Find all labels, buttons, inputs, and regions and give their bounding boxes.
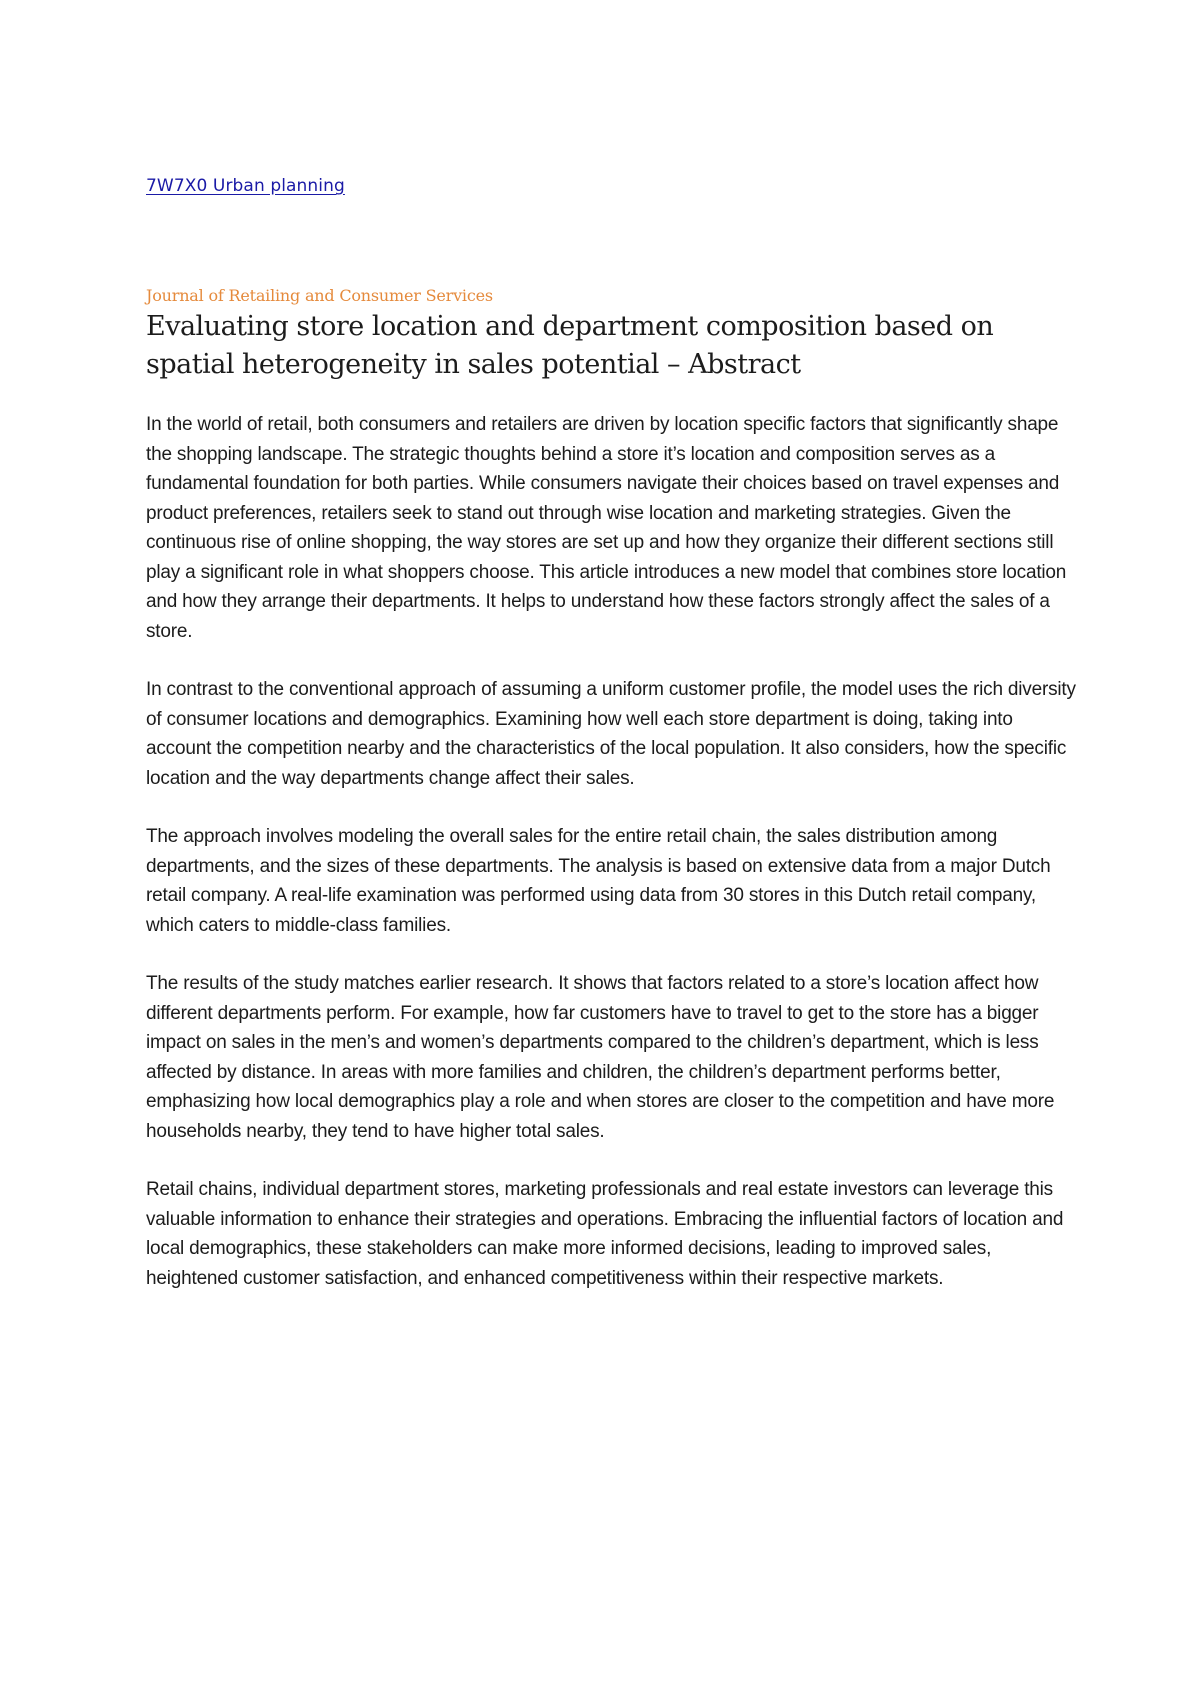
abstract-paragraph: Retail chains, individual department stores, marketing professionals and real estate investors can leverage this valuable information to enhance their strategies and operations. Embracing the influential factors of location and local demographics, these stakeholders can make more informed decisions, leading to improved sales, heightened customer satisfaction, and enhanced competitiveness within their respective markets. xyxy=(146,1179,1064,1289)
article-title: Evaluating store location and department composition based on spatial heterogeneity in sales potential – Abstract xyxy=(146,311,994,380)
journal-name: Journal of Retailing and Consumer Services xyxy=(146,286,493,305)
abstract-paragraph: In contrast to the conventional approach of assuming a uniform customer profile, the model uses the rich diversity of consumer locations and demographics. Examining how well each store department is doing, taking into account the competition nearby and the characteristics of the local population. It also considers, how the specific location and the way departments change affect their sales. xyxy=(146,679,1076,789)
course-link[interactable]: 7W7X0 Urban planning xyxy=(146,176,345,196)
abstract-body xyxy=(146,410,1076,1322)
abstract-paragraph: The approach involves modeling the overall sales for the entire retail chain, the sales distribution among departments, and the sizes of these departments. The analysis is based on extensive data from a major Dutch retail company. A real-life examination was performed using data from 30 stores in this Dutch retail company, which caters to middle-class families. xyxy=(146,826,1051,936)
abstract-paragraph: In the world of retail, both consumers and retailers are driven by location specific factors that significantly shape the shopping landscape. The strategic thoughts behind a store it’s location and composition serves as a fundamental foundation for both parties. While consumers navigate their choices based on travel expenses and product preferences, retailers seek to stand out through wise location and marketing strategies. Given the continuous rise of online shopping, the way stores are set up and how they organize their different sections still play a significant role in what shoppers choose. This article introduces a new model that combines store location and how they arrange their departments. It helps to understand how these factors strongly affect the sales of a store. xyxy=(146,414,1067,642)
abstract-paragraph: The results of the study matches earlier research. It shows that factors related to a store’s location affect how different departments perform. For example, how far customers have to travel to get to the store has a bigger impact on sales in the men’s and women’s departments compared to the children’s department, which is less affected by distance. In areas with more families and children, the children’s department performs better, emphasizing how local demographics play a role and when stores are closer to the competition and have more households nearby, they tend to have higher total sales. xyxy=(146,973,1055,1142)
